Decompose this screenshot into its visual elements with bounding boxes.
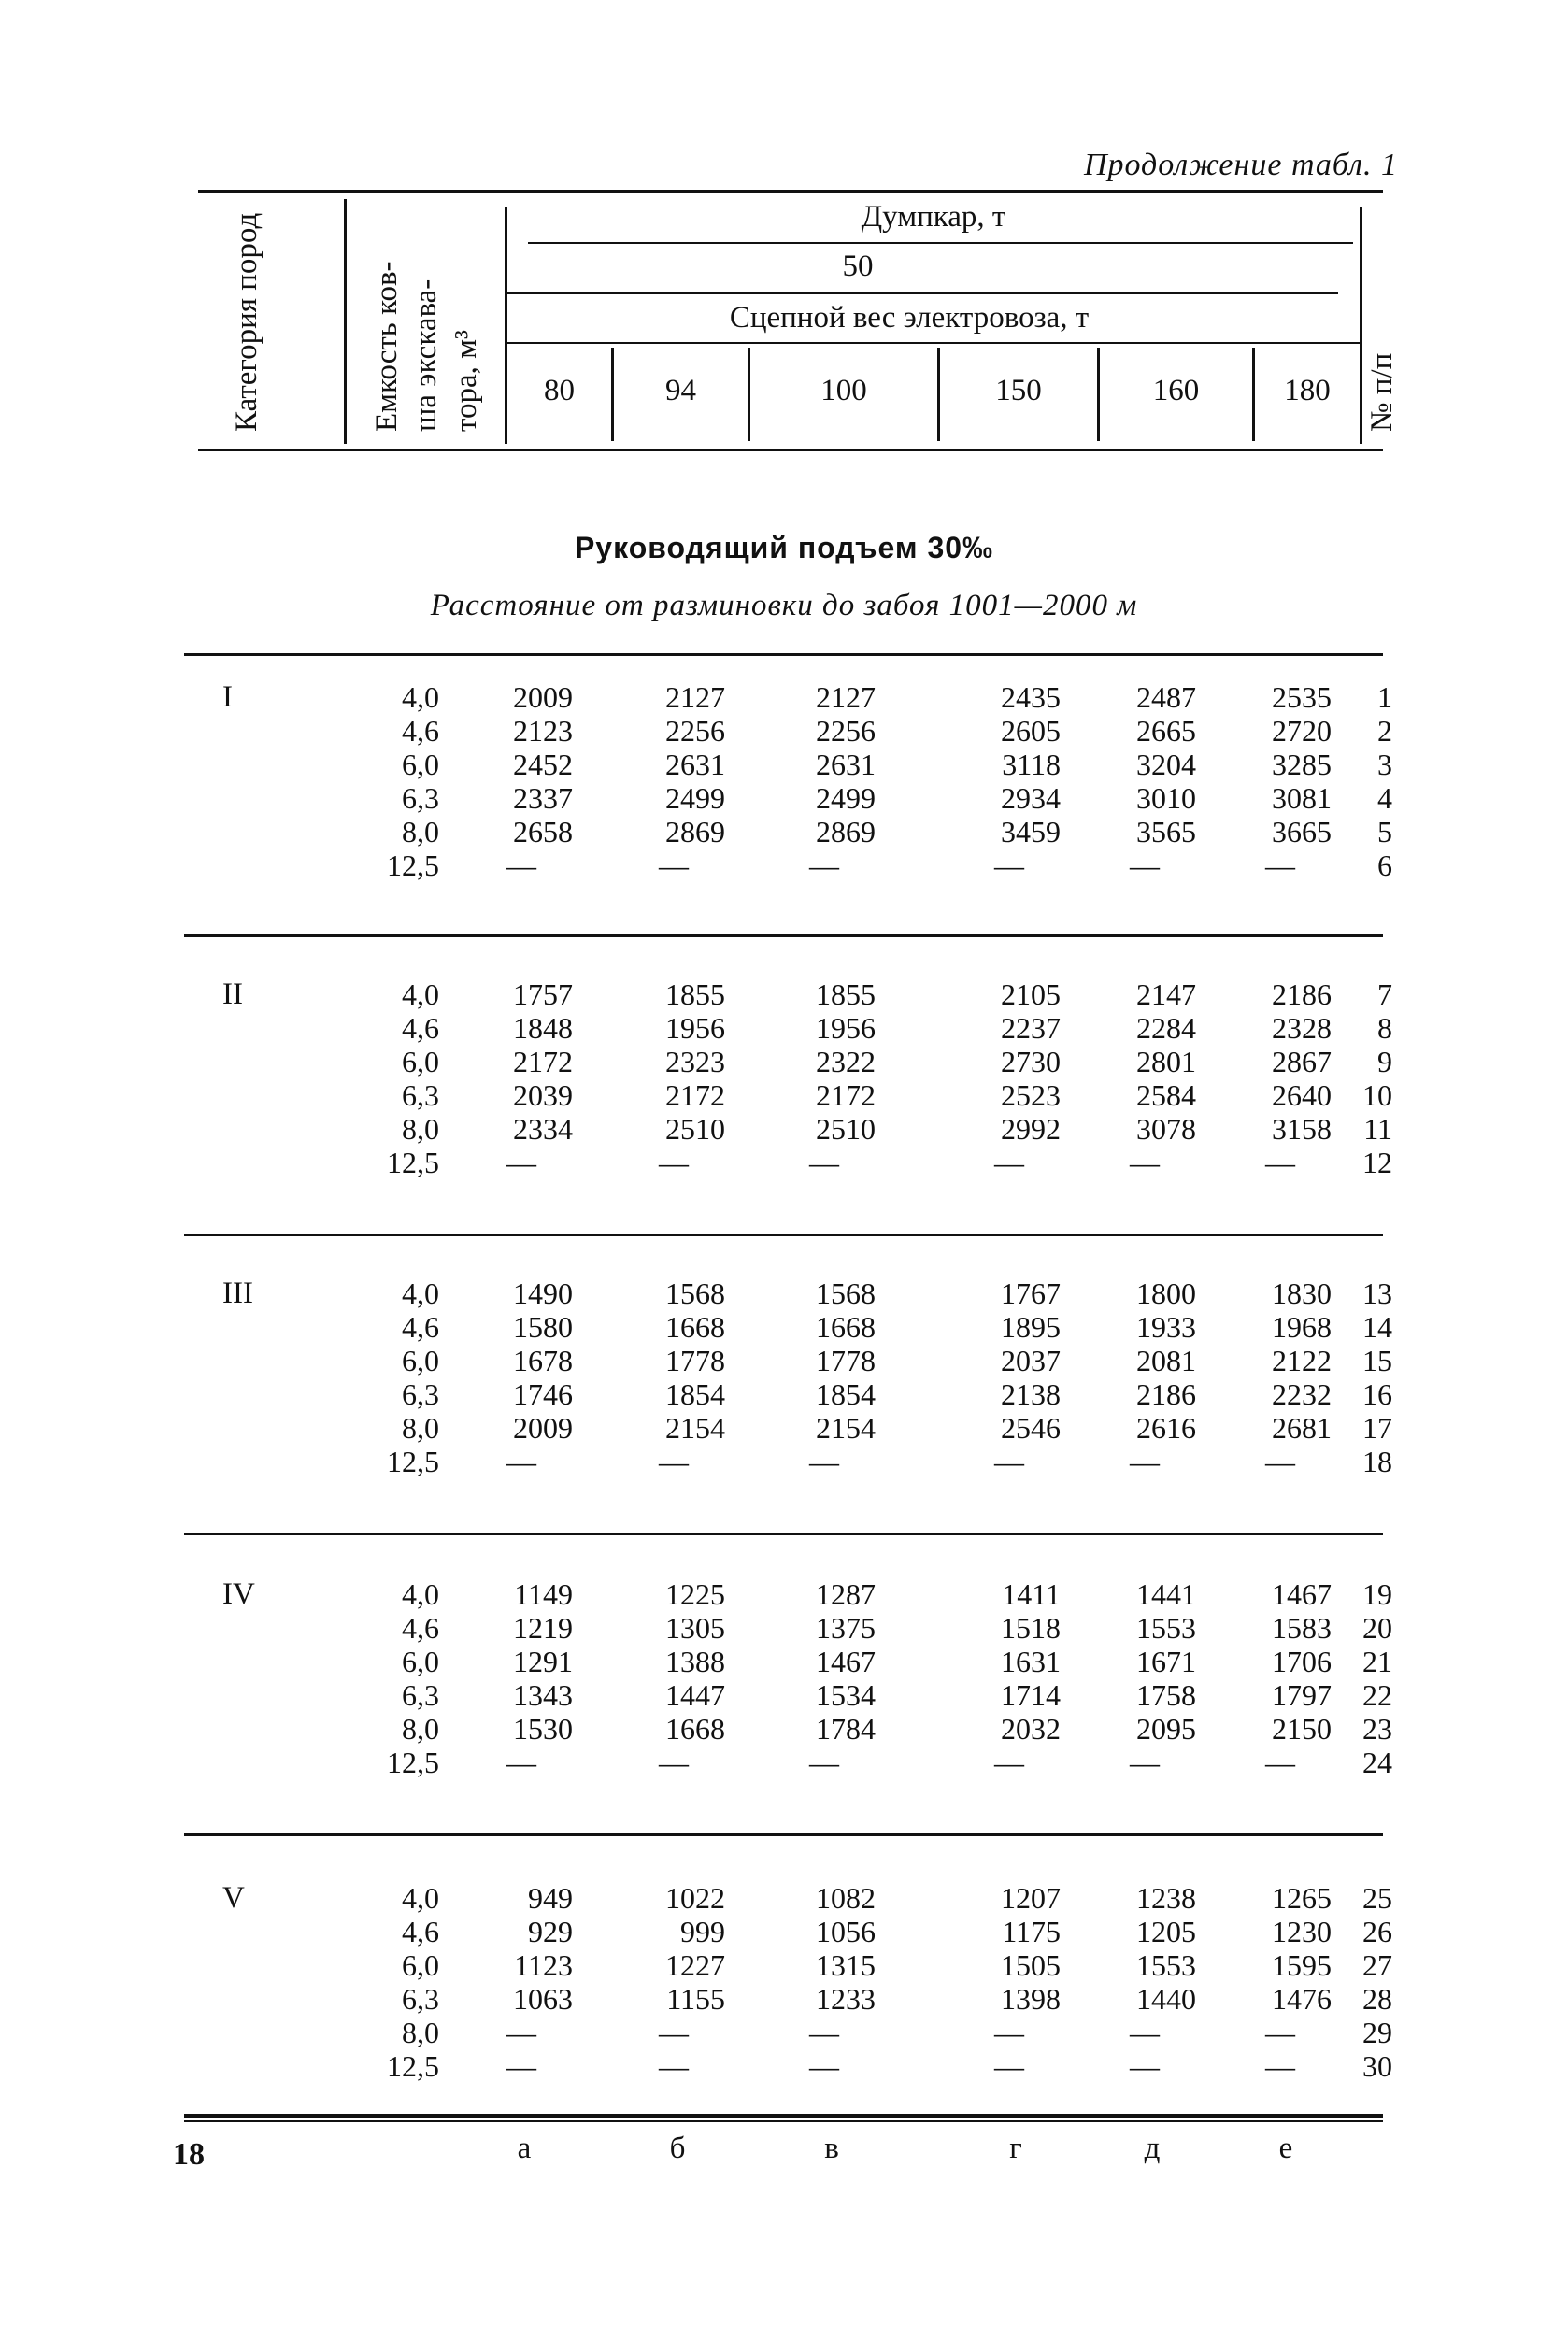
table-cell: 2499 bbox=[816, 781, 876, 815]
header-weight-180: 180 bbox=[1284, 374, 1331, 407]
table-cell: 1746 bbox=[513, 1377, 573, 1411]
row-number: 28 bbox=[1362, 1982, 1392, 2016]
table-cell: 2081 bbox=[1136, 1344, 1196, 1377]
table-cell: 1467 bbox=[816, 1645, 876, 1678]
table-cell: 1848 bbox=[513, 1011, 573, 1045]
table-cell: 1895 bbox=[1001, 1310, 1061, 1344]
table-cell: 2934 bbox=[1001, 781, 1061, 815]
table-cell: 3118 bbox=[1002, 748, 1061, 781]
table-cell: 1440 bbox=[1136, 1982, 1196, 2016]
table-cell: 1784 bbox=[816, 1712, 876, 1746]
table-cell: — bbox=[1265, 1146, 1295, 1179]
table-cell: 1568 bbox=[816, 1276, 876, 1310]
table-cell: — bbox=[659, 1445, 689, 1478]
rock-category: V bbox=[222, 1881, 245, 1915]
row-number: 17 bbox=[1362, 1411, 1392, 1445]
bucket-capacity: 6,0 bbox=[402, 1045, 439, 1078]
row-number: 4 bbox=[1377, 781, 1392, 815]
table-cell: 1534 bbox=[816, 1678, 876, 1712]
bucket-capacity: 6,3 bbox=[402, 1678, 439, 1712]
table-cell: — bbox=[994, 1146, 1024, 1179]
table-cell: 1968 bbox=[1272, 1310, 1332, 1344]
row-number: 30 bbox=[1362, 2049, 1392, 2083]
table-cell: 1595 bbox=[1272, 1948, 1332, 1982]
table-cell: — bbox=[1265, 2016, 1295, 2049]
table-cell: 2105 bbox=[1001, 977, 1061, 1011]
table-cell: 2535 bbox=[1272, 680, 1332, 714]
row-number: 18 bbox=[1362, 1445, 1392, 1478]
table-cell: 1830 bbox=[1272, 1276, 1332, 1310]
table-cell: — bbox=[506, 849, 536, 882]
table-cell: 1668 bbox=[665, 1310, 725, 1344]
group-separator-rule bbox=[184, 1833, 1383, 1836]
table-cell: 1343 bbox=[513, 1678, 573, 1712]
row-number: 7 bbox=[1377, 977, 1392, 1011]
table-cell: 1022 bbox=[665, 1881, 725, 1915]
table-cell: 2127 bbox=[816, 680, 876, 714]
row-number: 16 bbox=[1362, 1377, 1392, 1411]
rock-category: II bbox=[222, 977, 243, 1011]
table-cell: 1767 bbox=[1001, 1276, 1061, 1310]
table-cell: 2147 bbox=[1136, 977, 1196, 1011]
table-cell: — bbox=[506, 2016, 536, 2049]
row-number: 12 bbox=[1362, 1146, 1392, 1179]
table-cell: 1305 bbox=[665, 1611, 725, 1645]
table-cell: — bbox=[1265, 1746, 1295, 1779]
table-cell: 3665 bbox=[1272, 815, 1332, 849]
table-cell: 2323 bbox=[665, 1045, 725, 1078]
table-cell: 2328 bbox=[1272, 1011, 1332, 1045]
table-cell: 2640 bbox=[1272, 1078, 1332, 1112]
table-cell: — bbox=[1130, 2049, 1160, 2083]
table-cell: 1287 bbox=[816, 1577, 876, 1611]
table-cell: 1580 bbox=[513, 1310, 573, 1344]
table-cell: 1518 bbox=[1001, 1611, 1061, 1645]
header-weight-100: 100 bbox=[820, 374, 867, 407]
table-cell: 2284 bbox=[1136, 1011, 1196, 1045]
table-cell: 2720 bbox=[1272, 714, 1332, 748]
bucket-capacity: 6,3 bbox=[402, 781, 439, 815]
table-cell: 1855 bbox=[816, 977, 876, 1011]
table-cell: 2616 bbox=[1136, 1411, 1196, 1445]
header-row-number: № п/п bbox=[1365, 352, 1399, 432]
bucket-capacity: 8,0 bbox=[402, 1712, 439, 1746]
table-cell: — bbox=[994, 2049, 1024, 2083]
header-bottom-rule bbox=[198, 449, 1383, 451]
table-cell: 1447 bbox=[665, 1678, 725, 1712]
table-cell: — bbox=[1265, 849, 1295, 882]
table-cell: — bbox=[506, 2049, 536, 2083]
section-subtitle: Расстояние от разминовки до забоя 1001—2000 м bbox=[430, 589, 1138, 622]
table-cell: 3204 bbox=[1136, 748, 1196, 781]
table-cell: — bbox=[506, 1146, 536, 1179]
bucket-capacity: 12,5 bbox=[387, 2049, 439, 2083]
table-cell: — bbox=[1265, 2049, 1295, 2083]
bucket-capacity: 6,3 bbox=[402, 1377, 439, 1411]
group-separator-rule bbox=[184, 1234, 1383, 1236]
table-cell: 3010 bbox=[1136, 781, 1196, 815]
table-cell: 1230 bbox=[1272, 1915, 1332, 1948]
header-weight-160: 160 bbox=[1152, 374, 1200, 407]
table-cell: 1441 bbox=[1136, 1577, 1196, 1611]
bucket-capacity: 6,0 bbox=[402, 748, 439, 781]
bucket-capacity: 12,5 bbox=[387, 1746, 439, 1779]
bucket-capacity: 4,0 bbox=[402, 1881, 439, 1915]
bucket-capacity: 12,5 bbox=[387, 1146, 439, 1179]
table-cell: — bbox=[809, 1146, 839, 1179]
table-cell: 929 bbox=[528, 1915, 573, 1948]
rock-category: IV bbox=[222, 1577, 255, 1611]
table-cell: 2435 bbox=[1001, 680, 1061, 714]
header-bucket-line3: тора, м³ bbox=[449, 330, 483, 432]
table-cell: — bbox=[1130, 1146, 1160, 1179]
row-number: 26 bbox=[1362, 1915, 1392, 1948]
table-cell: — bbox=[659, 849, 689, 882]
table-cell: 1467 bbox=[1272, 1577, 1332, 1611]
table-cell: — bbox=[809, 1746, 839, 1779]
column-letter-v: в bbox=[824, 2132, 839, 2165]
table-cell: 2546 bbox=[1001, 1411, 1061, 1445]
table-cell: 2658 bbox=[513, 815, 573, 849]
row-number: 22 bbox=[1362, 1678, 1392, 1712]
row-number: 9 bbox=[1377, 1045, 1392, 1078]
table-cell: — bbox=[1130, 1746, 1160, 1779]
rock-category: I bbox=[222, 680, 233, 714]
row-number: 25 bbox=[1362, 1881, 1392, 1915]
header-dumpcar-value: 50 bbox=[842, 250, 874, 283]
table-bottom-rule bbox=[184, 2114, 1383, 2118]
table-cell: 2337 bbox=[513, 781, 573, 815]
header-weight-150: 150 bbox=[995, 374, 1042, 407]
table-cell: 1797 bbox=[1272, 1678, 1332, 1712]
group-separator-rule bbox=[184, 934, 1383, 937]
bucket-capacity: 6,0 bbox=[402, 1645, 439, 1678]
table-cell: 1233 bbox=[816, 1982, 876, 2016]
table-cell: 2631 bbox=[816, 748, 876, 781]
table-cell: 2665 bbox=[1136, 714, 1196, 748]
table-cell: 3158 bbox=[1272, 1112, 1332, 1146]
table-cell: 1778 bbox=[816, 1344, 876, 1377]
table-cell: — bbox=[994, 2016, 1024, 2049]
bucket-capacity: 8,0 bbox=[402, 815, 439, 849]
bucket-capacity: 4,0 bbox=[402, 977, 439, 1011]
header-top-rule bbox=[198, 190, 1383, 193]
table-cell: 2037 bbox=[1001, 1344, 1061, 1377]
table-cell: 2154 bbox=[665, 1411, 725, 1445]
table-cell: 1583 bbox=[1272, 1611, 1332, 1645]
table-cell: 1155 bbox=[666, 1982, 725, 2016]
column-letter-e: е bbox=[1278, 2132, 1293, 2165]
column-letter-d: д bbox=[1144, 2132, 1161, 2165]
column-letter-g: г bbox=[1009, 2132, 1022, 2165]
row-number: 29 bbox=[1362, 2016, 1392, 2049]
table-cell: 1227 bbox=[665, 1948, 725, 1982]
table-cell: 2487 bbox=[1136, 680, 1196, 714]
table-cell: 2154 bbox=[816, 1411, 876, 1445]
row-number: 8 bbox=[1377, 1011, 1392, 1045]
table-cell: 2127 bbox=[665, 680, 725, 714]
table-cell: — bbox=[659, 2049, 689, 2083]
table-cell: — bbox=[659, 2016, 689, 2049]
bucket-capacity: 8,0 bbox=[402, 1411, 439, 1445]
header-category: Категория пород bbox=[230, 212, 264, 432]
bucket-capacity: 4,6 bbox=[402, 1310, 439, 1344]
table-cell: 1505 bbox=[1001, 1948, 1061, 1982]
table-cell: 2867 bbox=[1272, 1045, 1332, 1078]
bucket-capacity: 12,5 bbox=[387, 849, 439, 882]
table-cell: 2256 bbox=[816, 714, 876, 748]
table-cell: 2334 bbox=[513, 1112, 573, 1146]
header-coupling-weight: Сцепной вес электровоза, т bbox=[729, 301, 1090, 335]
table-cell: 1219 bbox=[513, 1611, 573, 1645]
table-cell: 1854 bbox=[665, 1377, 725, 1411]
bucket-capacity: 6,0 bbox=[402, 1344, 439, 1377]
table-cell: 1063 bbox=[513, 1982, 573, 2016]
column-letter-b: б bbox=[669, 2132, 686, 2165]
table-cell: 1568 bbox=[665, 1276, 725, 1310]
table-cell: 2869 bbox=[665, 815, 725, 849]
row-number: 14 bbox=[1362, 1310, 1392, 1344]
table-cell: 1668 bbox=[665, 1712, 725, 1746]
table-cell: 2584 bbox=[1136, 1078, 1196, 1112]
table-cell: 1265 bbox=[1272, 1881, 1332, 1915]
table-cell: 1225 bbox=[665, 1577, 725, 1611]
table-cell: 1388 bbox=[665, 1645, 725, 1678]
table-cell: 2009 bbox=[513, 1411, 573, 1445]
bucket-capacity: 8,0 bbox=[402, 1112, 439, 1146]
header-weight-80: 80 bbox=[544, 374, 575, 407]
table-cell: 1706 bbox=[1272, 1645, 1332, 1678]
page-number: 18 bbox=[173, 2137, 205, 2172]
table-cell: 1855 bbox=[665, 977, 725, 1011]
header-dumpcar: Думпкар, т bbox=[861, 200, 1006, 234]
table-cell: 3459 bbox=[1001, 815, 1061, 849]
table-cell: 3081 bbox=[1272, 781, 1332, 815]
table-cell: 1490 bbox=[513, 1276, 573, 1310]
row-number: 6 bbox=[1377, 849, 1392, 882]
table-cell: 2150 bbox=[1272, 1712, 1332, 1746]
table-cell: 1854 bbox=[816, 1377, 876, 1411]
table-cell: 1375 bbox=[816, 1611, 876, 1645]
table-cell: 2605 bbox=[1001, 714, 1061, 748]
table-cell: 1778 bbox=[665, 1344, 725, 1377]
table-cell: 949 bbox=[528, 1881, 573, 1915]
table-cell: 1291 bbox=[513, 1645, 573, 1678]
table-cell: 2122 bbox=[1272, 1344, 1332, 1377]
table-cell: 1149 bbox=[514, 1577, 573, 1611]
row-number: 11 bbox=[1363, 1112, 1392, 1146]
bucket-capacity: 4,0 bbox=[402, 680, 439, 714]
table-cell: — bbox=[659, 1746, 689, 1779]
table-cell: 1933 bbox=[1136, 1310, 1196, 1344]
table-cell: 3565 bbox=[1136, 815, 1196, 849]
table-cell: 2631 bbox=[665, 748, 725, 781]
table-cell: 1056 bbox=[816, 1915, 876, 1948]
row-number: 5 bbox=[1377, 815, 1392, 849]
bucket-capacity: 4,0 bbox=[402, 1276, 439, 1310]
table-cell: 1082 bbox=[816, 1881, 876, 1915]
table-cell: 1671 bbox=[1136, 1645, 1196, 1678]
table-cell: 2510 bbox=[665, 1112, 725, 1146]
table-cell: 2009 bbox=[513, 680, 573, 714]
table-cell: 1207 bbox=[1001, 1881, 1061, 1915]
table-cell: 2172 bbox=[816, 1078, 876, 1112]
table-cell: 2095 bbox=[1136, 1712, 1196, 1746]
table-cell: — bbox=[994, 1746, 1024, 1779]
table-cell: 2322 bbox=[816, 1045, 876, 1078]
header-bucket-line1: Емкость ков- bbox=[370, 261, 404, 432]
bucket-capacity: 6,3 bbox=[402, 1982, 439, 2016]
table-cell: 1800 bbox=[1136, 1276, 1196, 1310]
header-weight-94: 94 bbox=[665, 374, 696, 407]
table-cell: — bbox=[1265, 1445, 1295, 1478]
table-cell: 2801 bbox=[1136, 1045, 1196, 1078]
table-cell: 1758 bbox=[1136, 1678, 1196, 1712]
table-cell: 2499 bbox=[665, 781, 725, 815]
row-number: 19 bbox=[1362, 1577, 1392, 1611]
table-cell: 1631 bbox=[1001, 1645, 1061, 1678]
table-cell: 1175 bbox=[1002, 1915, 1061, 1948]
rock-category: III bbox=[222, 1276, 253, 1310]
table-cell: — bbox=[809, 2049, 839, 2083]
table-cell: 2452 bbox=[513, 748, 573, 781]
table-cell: 2510 bbox=[816, 1112, 876, 1146]
bucket-capacity: 6,0 bbox=[402, 1948, 439, 1982]
group-separator-rule bbox=[184, 1533, 1383, 1535]
bucket-capacity: 6,3 bbox=[402, 1078, 439, 1112]
table-cell: 1315 bbox=[816, 1948, 876, 1982]
bucket-capacity: 8,0 bbox=[402, 2016, 439, 2049]
row-number: 15 bbox=[1362, 1344, 1392, 1377]
table-cell: — bbox=[809, 2016, 839, 2049]
table-cell: 2172 bbox=[513, 1045, 573, 1078]
table-cell: 2237 bbox=[1001, 1011, 1061, 1045]
row-number: 2 bbox=[1377, 714, 1392, 748]
table-cell: — bbox=[1130, 1445, 1160, 1478]
table-cell: — bbox=[994, 849, 1024, 882]
table-cell: — bbox=[1130, 2016, 1160, 2049]
table-cell: 1956 bbox=[816, 1011, 876, 1045]
column-letter-a: а bbox=[517, 2132, 532, 2165]
row-number: 10 bbox=[1362, 1078, 1392, 1112]
row-number: 21 bbox=[1362, 1645, 1392, 1678]
bucket-capacity: 4,6 bbox=[402, 1011, 439, 1045]
table-cell: 2186 bbox=[1136, 1377, 1196, 1411]
table-cell: 2256 bbox=[665, 714, 725, 748]
table-cell: 1956 bbox=[665, 1011, 725, 1045]
table-cell: 1398 bbox=[1001, 1982, 1061, 2016]
table-cell: 2681 bbox=[1272, 1411, 1332, 1445]
table-cell: 2186 bbox=[1272, 977, 1332, 1011]
table-cell: 1205 bbox=[1136, 1915, 1196, 1948]
table-cell: 2172 bbox=[665, 1078, 725, 1112]
table-cell: 1476 bbox=[1272, 1982, 1332, 2016]
table-cell: — bbox=[506, 1746, 536, 1779]
table-cell: 1123 bbox=[514, 1948, 573, 1982]
row-number: 23 bbox=[1362, 1712, 1392, 1746]
row-number: 13 bbox=[1362, 1276, 1392, 1310]
continued-label: Продолжение табл. 1 bbox=[1083, 148, 1398, 182]
table-cell: 2523 bbox=[1001, 1078, 1061, 1112]
table-cell: 1714 bbox=[1001, 1678, 1061, 1712]
row-number: 20 bbox=[1362, 1611, 1392, 1645]
table-cell: — bbox=[809, 1445, 839, 1478]
table-cell: 999 bbox=[680, 1915, 725, 1948]
table-cell: 1411 bbox=[1002, 1577, 1061, 1611]
bucket-capacity: 4,0 bbox=[402, 1577, 439, 1611]
table-cell: 1668 bbox=[816, 1310, 876, 1344]
table-cell: 1757 bbox=[513, 977, 573, 1011]
table-cell: — bbox=[809, 849, 839, 882]
table-cell: 1238 bbox=[1136, 1881, 1196, 1915]
bucket-capacity: 4,6 bbox=[402, 1611, 439, 1645]
table-cell: — bbox=[659, 1146, 689, 1179]
table-cell: 1530 bbox=[513, 1712, 573, 1746]
bucket-capacity: 4,6 bbox=[402, 1915, 439, 1948]
row-number: 27 bbox=[1362, 1948, 1392, 1982]
bucket-capacity: 12,5 bbox=[387, 1445, 439, 1478]
table-cell: — bbox=[1130, 849, 1160, 882]
table-cell: — bbox=[506, 1445, 536, 1478]
table-cell: 2869 bbox=[816, 815, 876, 849]
row-number: 24 bbox=[1362, 1746, 1392, 1779]
section-title: Руководящий подъем 30‰ bbox=[574, 531, 994, 564]
table-cell: 1553 bbox=[1136, 1611, 1196, 1645]
table-cell: — bbox=[994, 1445, 1024, 1478]
table-cell: 3078 bbox=[1136, 1112, 1196, 1146]
table-cell: 2123 bbox=[513, 714, 573, 748]
table-cell: 3285 bbox=[1272, 748, 1332, 781]
table-cell: 2032 bbox=[1001, 1712, 1061, 1746]
row-number: 1 bbox=[1377, 680, 1392, 714]
row-number: 3 bbox=[1377, 748, 1392, 781]
table-cell: 1553 bbox=[1136, 1948, 1196, 1982]
table-cell: 2039 bbox=[513, 1078, 573, 1112]
table-cell: 2232 bbox=[1272, 1377, 1332, 1411]
bucket-capacity: 4,6 bbox=[402, 714, 439, 748]
table-cell: 2138 bbox=[1001, 1377, 1061, 1411]
header-bucket-line2: ша экскава- bbox=[409, 278, 443, 432]
group-separator-rule bbox=[184, 653, 1383, 656]
table-cell: 1678 bbox=[513, 1344, 573, 1377]
table-cell: 2992 bbox=[1001, 1112, 1061, 1146]
table-cell: 2730 bbox=[1001, 1045, 1061, 1078]
